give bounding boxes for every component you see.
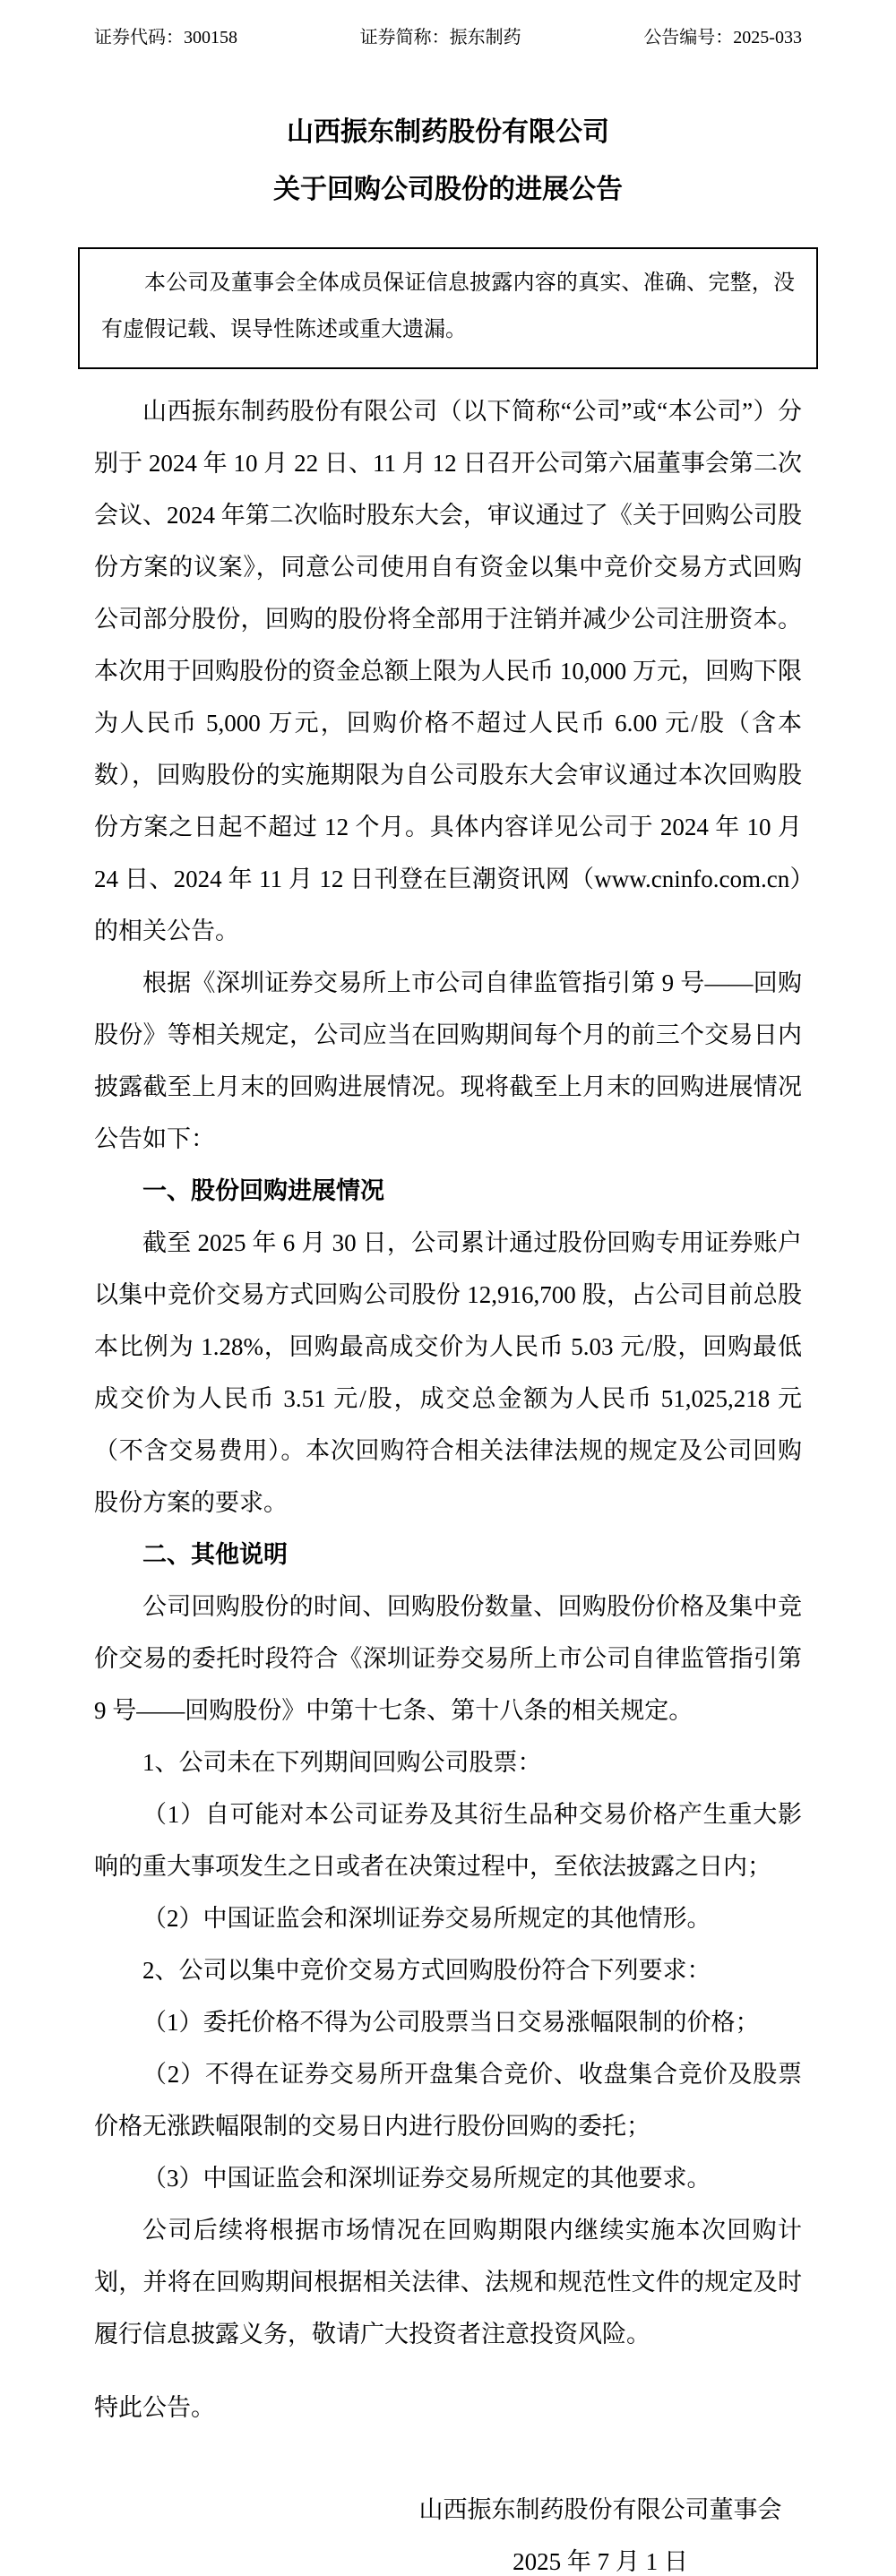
para-future-plan: 公司后续将根据市场情况在回购期限内继续实施本次回购计划，并将在回购期间根据相关法律、法规和规范性文件的规定及时履行信息披露义务，敬请广大投资者注意投资风险。 [94, 2217, 802, 2348]
section-heading-progress: 一、股份回购进展情况 [142, 1177, 384, 1204]
para-item-2: 2、公司以集中竞价交易方式回购股份符合下列要求： [142, 1957, 711, 1984]
doc-header [94, 25, 802, 50]
document-body [94, 385, 802, 2434]
signature-date: 2025 年 7 月 1 日 [513, 2548, 688, 2575]
stock-name-label: 证券简称：振东制药 [359, 28, 521, 47]
para-item-1: 1、公司未在下列期间回购公司股票： [142, 1749, 542, 1776]
para-item-1-1: （1）自可能对本公司证券及其衍生品种交易价格产生重大影响的重大事项发生之日或者在决策过程中，至依法披露之日内； [94, 1801, 802, 1880]
announcement-title: 关于回购公司股份的进展公告 [273, 175, 623, 204]
para-disclosure-rule: 根据《深圳证券交易所上市公司自律监管指引第 9 号——回购股份》等相关规定，公司应当在回购期间每个月的前三个交易日内披露截至上月末的回购进展情况。现将截至上月末的回购进展情况公告如下： [94, 969, 802, 1152]
para-compliance-guideline: 公司回购股份的时间、回购股份数量、回购股份价格及集中竞价交易的委托时段符合《深圳证券交易所上市公司自律监管指引第 9 号——回购股份》中第十七条、第十八条的相关规定。 [94, 1593, 802, 1724]
para-buyback-plan-approval: 山西振东制药股份有限公司（以下简称“公司”或“本公司”）分别于 2024 年 10 月 22 日、11 月 12 日召开公司第六届董事会第二次会议、2024 年第二次临时股东大会，审议通过了《关于回购公司股份方案的议案》，同意公司使用自有资金以集中竞价交易方式回购公司部分股份，回购的股份将全部用于注销并减少公司注册资本。本次用于回购股份的资金总额上限为人民币 10,000 万元，回购下限为人民币 5,000 万元，回购价格不超过人民币 6.00 元/股（含本数），回购股份的实施期限为自公司股东大会审议通过本次回购股份方案之日起不超过 12 个月。具体内容详见公司于 2024 年 10 月 24 日、2024 年 11 月 12 日刊登在巨潮资讯网（www.cninfo.com.cn）的相关公告。 [94, 398, 802, 944]
disclaimer-box [78, 247, 818, 369]
signature-company: 山西振东制药股份有限公司董事会 [418, 2496, 782, 2523]
para-item-2-2: （2）不得在证券交易所开盘集合竞价、收盘集合竞价及股票价格无涨跌幅限制的交易日内进行股份回购的委托； [94, 2061, 802, 2140]
para-progress-detail: 截至 2025 年 6 月 30 日，公司累计通过股份回购专用证券账户以集中竞价交易方式回购公司股份 12,916,700 股，占公司目前总股本比例为 1.28%，回购最高成交价为人民币 5.03 元/股，回购最低成交价为人民币 3.51 元/股，成交总金额为人民币 51,025,218 元（不含交易费用）。本次回购符合相关法律法规的规定及公司回购股份方案的要求。 [94, 1229, 802, 1516]
stock-code-label: 证券代码：300158 [94, 28, 237, 47]
announcement-number-label: 公告编号：2025-033 [643, 28, 802, 47]
disclaimer-text: 本公司及董事会全体成员保证信息披露内容的真实、准确、完整，没有虚假记载、误导性陈述或重大遗漏。 [101, 271, 795, 341]
company-name-title: 山西振东制药股份有限公司 [287, 117, 609, 147]
para-item-1-2: （2）中国证监会和深圳证券交易所规定的其他情形。 [142, 1905, 711, 1932]
para-item-2-1: （1）委托价格不得为公司股票当日交易涨幅限制的价格； [142, 2009, 760, 2036]
signature-block [412, 2484, 788, 2576]
section-heading-other: 二、其他说明 [142, 1541, 288, 1568]
para-item-2-3: （3）中国证监会和深圳证券交易所规定的其他要求。 [142, 2165, 711, 2192]
closing-statement: 特此公告。 [94, 2394, 215, 2421]
